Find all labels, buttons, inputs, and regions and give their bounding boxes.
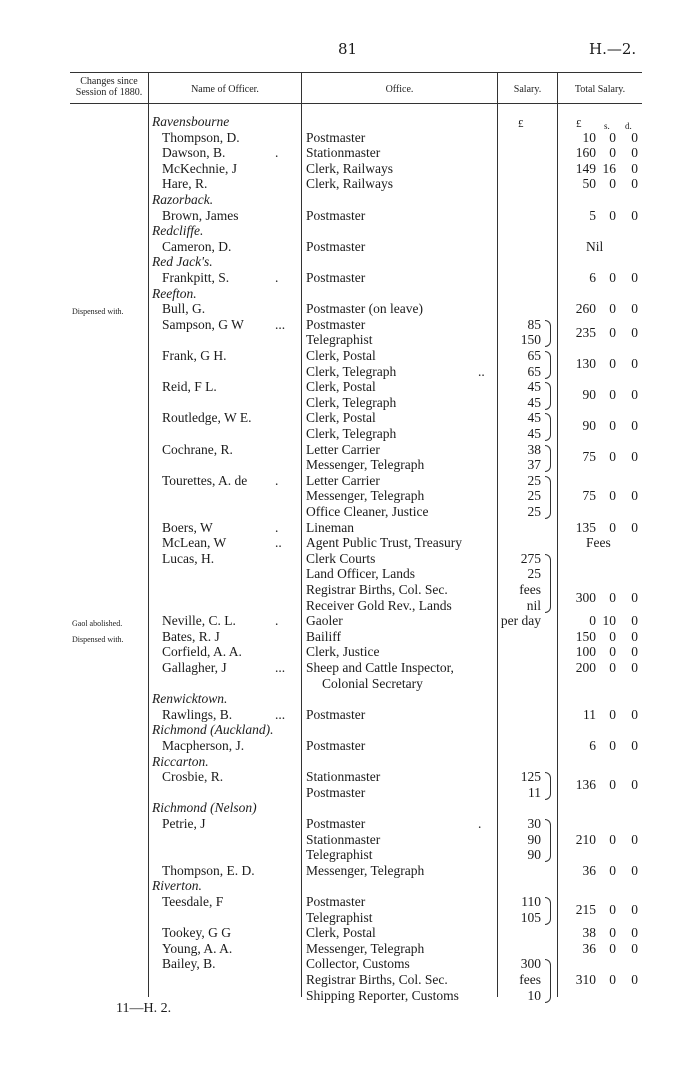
total-pounds: 6 — [589, 738, 596, 753]
grouping-brace — [545, 351, 551, 379]
grouping-brace — [545, 445, 551, 473]
total-pounds: 135 — [575, 519, 596, 535]
officer-name: Reid, F L. — [162, 379, 217, 395]
column-divider — [497, 72, 498, 997]
grouping-brace — [545, 320, 551, 348]
office-title: Letter Carrier — [306, 472, 380, 488]
header-salary: Salary. — [513, 84, 542, 95]
officer-name: Bull, G. — [162, 301, 206, 317]
column-divider — [148, 72, 149, 997]
total-pounds: 11 — [583, 706, 596, 722]
leader-dots: . — [275, 472, 279, 488]
leader-dots: . — [275, 519, 279, 535]
salary-unit: £ — [518, 118, 524, 130]
office-title: Clerk Courts — [306, 550, 376, 566]
total-pounds: 149 — [575, 160, 596, 176]
total-pence: 0 — [631, 129, 638, 145]
total-pounds: 36 — [582, 862, 596, 878]
total-pence: 0 — [631, 901, 638, 917]
office-title: Postmaster — [306, 706, 366, 722]
place-heading: Ravensbourne — [152, 114, 230, 129]
officer-name: Teesdale, F — [162, 894, 224, 909]
total-shillings: 0 — [609, 270, 616, 285]
officer-name: Gallagher, J — [162, 660, 227, 675]
officer-name: Macpherson, J. — [162, 738, 245, 753]
office-title: Messenger, Telegraph — [306, 488, 425, 504]
salary-value: 10 — [527, 987, 541, 1003]
total-pence: 0 — [631, 355, 638, 371]
total-shillings: 0 — [609, 176, 616, 192]
office-title: Clerk, Postal — [306, 410, 376, 426]
total-pence: 0 — [631, 589, 638, 605]
leader-dots: .. — [275, 535, 282, 551]
total-pence: 0 — [631, 418, 638, 434]
officer-name: Bates, R. J — [162, 628, 220, 644]
salary-value: 45 — [527, 426, 541, 441]
total-pounds: 215 — [575, 901, 596, 917]
total-shillings: 0 — [609, 901, 616, 917]
total-pence: 0 — [631, 145, 638, 161]
office-title: Postmaster (on leave) — [306, 301, 423, 317]
total-pence: 0 — [631, 519, 638, 535]
salary-value: 37 — [527, 457, 541, 473]
place-heading: Reefton. — [152, 285, 197, 301]
total-shillings: 0 — [609, 145, 616, 161]
total-pence: 0 — [631, 660, 638, 675]
total-pence: 0 — [631, 644, 638, 660]
page-footer: 11—H. 2. — [116, 1001, 172, 1016]
salary-value: per day — [500, 613, 541, 629]
officer-name: Cochrane, R. — [162, 441, 233, 457]
grouping-brace — [545, 476, 551, 519]
salary-value: 30 — [527, 816, 541, 831]
salary-value: 125 — [520, 769, 541, 785]
page-number: 81 — [338, 40, 358, 58]
office-title: Shipping Reporter, Customs — [306, 987, 459, 1003]
total-pence: 0 — [631, 324, 638, 340]
shillings-unit: s. — [604, 121, 610, 131]
total-pounds: 130 — [575, 355, 596, 371]
salary-value: 90 — [527, 831, 541, 847]
total-pence: 0 — [631, 301, 638, 317]
total-pounds: 100 — [575, 644, 596, 660]
change-note: Dispensed with. — [72, 307, 124, 317]
office-title: Clerk, Railways — [306, 160, 393, 176]
office-title: Colonial Secretary — [322, 675, 423, 691]
total-pounds: 136 — [575, 777, 596, 792]
office-title: Stationmaster — [306, 831, 381, 847]
total-shillings: 0 — [609, 660, 616, 675]
officer-name: Routledge, W E. — [162, 410, 252, 426]
officer-name: McLean, W — [162, 535, 227, 551]
total-pounds: 10 — [582, 129, 596, 145]
salary-value: 275 — [520, 550, 541, 566]
total-pence: 0 — [631, 613, 638, 629]
total-pounds: 36 — [582, 940, 596, 956]
place-heading: Richmond (Auckland). — [152, 722, 274, 738]
leader-dots: . — [275, 145, 279, 161]
place-heading: Riverton. — [152, 878, 202, 894]
salary-value: nil — [526, 597, 541, 613]
office-title: Postmaster — [306, 738, 366, 753]
place-heading: Razorback. — [152, 192, 214, 207]
officer-name: Young, A. A. — [162, 940, 233, 956]
officer-name: Hare, R. — [162, 176, 208, 192]
office-title: Clerk, Postal — [306, 379, 376, 395]
salary-value: fees — [519, 582, 541, 597]
grouping-brace — [545, 413, 551, 441]
leader-dots: . — [275, 270, 279, 285]
officer-name: Dawson, B. — [162, 145, 226, 161]
salary-value: 45 — [527, 394, 541, 410]
office-title: Receiver Gold Rev., Lands — [306, 597, 452, 613]
total-pounds: 90 — [582, 387, 596, 402]
office-title: Agent Public Trust, Treasury — [306, 535, 463, 551]
office-title: Clerk, Postal — [306, 348, 376, 363]
office-title: Postmaster — [306, 816, 366, 831]
officer-name: Frankpitt, S. — [162, 270, 230, 285]
office-title: Clerk, Justice — [306, 644, 380, 660]
salary-value: 45 — [527, 410, 541, 426]
office-title: Gaoler — [306, 613, 343, 629]
total-pence: 0 — [631, 831, 638, 847]
total-pence: 0 — [631, 628, 638, 644]
total-pounds: 75 — [582, 488, 596, 504]
total-shillings: 0 — [609, 831, 616, 847]
total-pence: 0 — [631, 449, 638, 465]
pounds-unit: £ — [576, 118, 582, 130]
total-pounds: 6 — [589, 270, 596, 285]
total-shillings: 0 — [609, 644, 616, 660]
change-note: Gaol abolished. — [72, 619, 123, 629]
officer-name: Tourettes, A. de — [162, 472, 248, 488]
place-heading: Red Jack's. — [152, 254, 213, 270]
total-shillings: 10 — [602, 613, 616, 629]
column-divider — [301, 72, 302, 997]
header-name: Name of Officer. — [191, 84, 259, 95]
place-heading: Richmond (Nelson) — [152, 800, 257, 816]
office-title: Clerk, Railways — [306, 176, 393, 192]
place-heading: Riccarton. — [152, 753, 209, 769]
total-shillings: 0 — [609, 589, 616, 605]
total-pounds: 5 — [589, 207, 596, 223]
total-pounds: 90 — [582, 418, 596, 434]
total-text: Fees — [586, 535, 611, 551]
grouping-brace — [545, 772, 551, 800]
total-text: Nil — [586, 238, 604, 254]
total-shillings: 0 — [609, 488, 616, 504]
grouping-brace — [545, 897, 551, 925]
total-shillings: 0 — [609, 940, 616, 956]
officer-name: Bailey, B. — [162, 956, 216, 972]
column-divider — [557, 72, 558, 997]
office-title: Letter Carrier — [306, 441, 380, 457]
total-shillings: 0 — [609, 301, 616, 317]
header-changes: Changes since Session of 1880. — [75, 76, 143, 98]
office-title: Registrar Births, Col. Sec. — [306, 582, 448, 597]
office-title: Postmaster — [306, 207, 366, 223]
leader-dots: . — [275, 613, 279, 629]
office-title: Messenger, Telegraph — [306, 862, 425, 878]
office-title: Messenger, Telegraph — [306, 457, 425, 473]
total-pence: 0 — [631, 176, 638, 192]
total-pence: 0 — [631, 972, 638, 987]
salary-value: 65 — [527, 363, 541, 379]
office-title: Clerk, Telegraph — [306, 363, 397, 379]
salary-value: 300 — [520, 956, 541, 972]
grouping-brace — [545, 819, 551, 862]
officer-name: Crosbie, R. — [162, 769, 224, 785]
office-title: Postmaster — [306, 238, 366, 254]
salary-value: 65 — [527, 348, 541, 363]
office-title: Stationmaster — [306, 769, 381, 785]
leader-dots: ... — [275, 706, 286, 722]
salary-value: 105 — [520, 909, 541, 925]
header-office: Office. — [385, 84, 414, 95]
office-title: Postmaster — [306, 129, 366, 145]
officer-name: Brown, James — [162, 207, 239, 223]
grouping-brace — [545, 382, 551, 410]
salary-value: 25 — [527, 566, 541, 582]
salary-value: 45 — [527, 379, 541, 395]
salary-value: 85 — [527, 316, 541, 332]
total-pence: 0 — [631, 207, 638, 223]
office-title: Office Cleaner, Justice — [306, 504, 429, 519]
salary-value: 110 — [521, 894, 541, 909]
officer-name: Boers, W — [162, 519, 213, 535]
officer-name: Thompson, D. — [162, 129, 240, 145]
salary-value: 25 — [527, 504, 541, 519]
total-shillings: 0 — [609, 387, 616, 402]
total-pence: 0 — [631, 706, 638, 722]
total-pence: 0 — [631, 777, 638, 792]
total-shillings: 0 — [609, 129, 616, 145]
salary-value: fees — [519, 972, 541, 987]
total-pounds: 210 — [575, 831, 596, 847]
total-pence: 0 — [631, 488, 638, 504]
total-pence: 0 — [631, 387, 638, 402]
officer-name: McKechnie, J — [162, 160, 237, 176]
total-shillings: 16 — [602, 160, 616, 176]
leader-dots: ... — [275, 660, 286, 675]
total-shillings: 0 — [609, 862, 616, 878]
officer-name: Frank, G H. — [162, 348, 227, 363]
office-title: Telegraphist — [306, 909, 373, 925]
officer-name: Corfield, A. A. — [162, 644, 242, 660]
salary-value: 90 — [527, 847, 541, 863]
total-shillings: 0 — [609, 738, 616, 753]
office-title: Clerk, Postal — [306, 925, 376, 941]
officer-name: Sampson, G W — [162, 316, 244, 332]
change-note: Dispensed with. — [72, 634, 124, 644]
total-pence: 0 — [631, 160, 638, 176]
officer-name: Thompson, E. D. — [162, 862, 255, 878]
office-title: Registrar Births, Col. Sec. — [306, 972, 448, 987]
office-title: Postmaster — [306, 894, 366, 909]
document-code: H.—2. — [589, 40, 637, 58]
leader-dots: ... — [275, 316, 286, 332]
office-title: Clerk, Telegraph — [306, 426, 397, 441]
office-title: Messenger, Telegraph — [306, 940, 425, 956]
total-pounds: 310 — [575, 972, 596, 987]
total-shillings: 0 — [609, 355, 616, 371]
officer-name: Rawlings, B. — [162, 706, 233, 722]
office-title: Telegraphist — [306, 332, 373, 348]
total-shillings: 0 — [609, 628, 616, 644]
total-pounds: 200 — [575, 660, 596, 675]
pence-unit: d. — [625, 121, 632, 131]
total-pounds: 260 — [575, 301, 596, 317]
salary-value: 11 — [528, 784, 541, 800]
office-title: Postmaster — [306, 270, 366, 285]
office-title: Land Officer, Lands — [306, 566, 416, 582]
office-title: Lineman — [306, 519, 354, 535]
total-pounds: 300 — [575, 589, 596, 605]
office-title: Telegraphist — [306, 847, 373, 863]
leader-dots: .. — [478, 363, 485, 379]
total-pence: 0 — [631, 862, 638, 878]
total-pounds: 38 — [582, 925, 596, 941]
salary-value: 38 — [527, 441, 541, 457]
total-pence: 0 — [631, 270, 638, 285]
officer-name: Lucas, H. — [162, 550, 215, 566]
header-total-salary: Total Salary. — [574, 84, 626, 95]
grouping-brace — [545, 959, 551, 1002]
office-title: Collector, Customs — [306, 956, 410, 972]
total-pounds: 150 — [575, 628, 596, 644]
total-pounds: 235 — [575, 324, 596, 340]
total-shillings: 0 — [609, 972, 616, 987]
grouping-brace — [545, 554, 551, 613]
total-shillings: 0 — [609, 207, 616, 223]
leader-dots: . — [478, 816, 482, 831]
office-title: Postmaster — [306, 784, 366, 800]
total-shillings: 0 — [609, 519, 616, 535]
total-shillings: 0 — [609, 324, 616, 340]
officer-name: Neville, C. L. — [162, 613, 236, 629]
total-shillings: 0 — [609, 418, 616, 434]
total-pounds: 75 — [582, 449, 596, 465]
total-shillings: 0 — [609, 449, 616, 465]
office-title: Postmaster — [306, 316, 366, 332]
salary-value: 150 — [520, 332, 541, 348]
office-title: Sheep and Cattle Inspector, — [306, 660, 454, 675]
office-title: Bailiff — [306, 628, 341, 644]
total-pounds: 0 — [589, 613, 596, 629]
total-pounds: 160 — [575, 145, 596, 161]
total-pence: 0 — [631, 738, 638, 753]
total-pence: 0 — [631, 940, 638, 956]
total-pence: 0 — [631, 925, 638, 941]
salary-value: 25 — [527, 472, 541, 488]
salary-value: 25 — [527, 488, 541, 504]
officer-name: Petrie, J — [162, 816, 206, 831]
office-title: Clerk, Telegraph — [306, 394, 397, 410]
total-pounds: 50 — [582, 176, 596, 192]
total-shillings: 0 — [609, 925, 616, 941]
office-title: Stationmaster — [306, 145, 381, 161]
total-shillings: 0 — [609, 777, 616, 792]
place-heading: Redcliffe. — [152, 223, 204, 239]
officer-name: Tookey, G G — [162, 925, 232, 941]
officer-name: Cameron, D. — [162, 238, 232, 254]
total-shillings: 0 — [609, 706, 616, 722]
place-heading: Renwicktown. — [152, 691, 228, 707]
